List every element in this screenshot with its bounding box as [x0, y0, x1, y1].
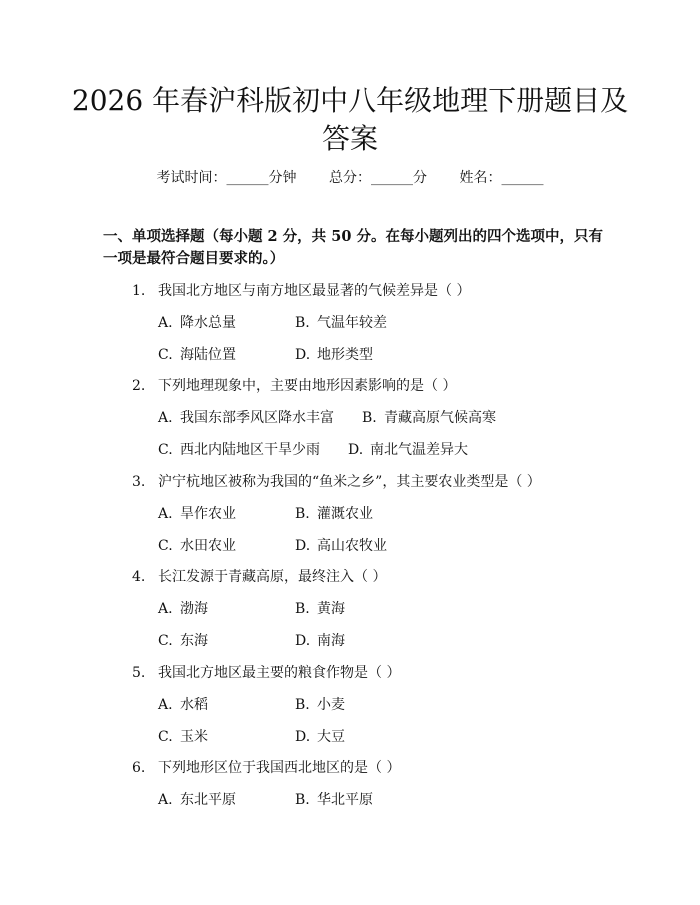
- option-1b: [295, 313, 387, 333]
- question-text: 下列地理现象中，主要由地形因素影响的是（ ）: [158, 378, 457, 394]
- option-5b: [295, 695, 345, 715]
- option-letter: C.: [158, 538, 173, 554]
- total-score-field: 总分：______分: [329, 170, 427, 186]
- option-text: 黄海: [317, 601, 345, 617]
- option-3d: [295, 536, 387, 556]
- question-2: [132, 376, 456, 396]
- option-5a: [158, 695, 208, 715]
- option-text: 灌溉农业: [317, 506, 373, 522]
- question-text: 下列地形区位于我国西北地区的是（ ）: [158, 760, 401, 776]
- option-letter: D.: [295, 729, 311, 745]
- option-text: 地形类型: [317, 347, 373, 363]
- exam-info-line: [0, 168, 700, 188]
- option-text: 东北平原: [180, 792, 236, 808]
- option-text: 旱作农业: [180, 506, 236, 522]
- option-5c: [158, 727, 208, 747]
- option-letter: B.: [295, 697, 310, 713]
- option-letter: C.: [158, 347, 173, 363]
- option-letter: D.: [295, 538, 311, 554]
- student-name-field: 姓名：______: [459, 170, 544, 186]
- option-2a: [158, 408, 334, 428]
- option-text: 南海: [317, 633, 345, 649]
- option-letter: B.: [295, 315, 310, 331]
- option-text: 青藏高原气候高寒: [384, 410, 496, 426]
- option-letter: B.: [295, 601, 310, 617]
- option-4b: [295, 599, 345, 619]
- question-text: 沪宁杭地区被称为我国的“鱼米之乡”，其主要农业类型是（ ）: [158, 474, 541, 490]
- option-3a: [158, 504, 236, 524]
- exam-time-field: 考试时间：______分钟: [156, 170, 297, 186]
- option-letter: B.: [295, 506, 310, 522]
- option-text: 玉米: [180, 729, 208, 745]
- option-text: 气温年较差: [317, 315, 387, 331]
- question-text: 长江发源于青藏高原，最终注入（ ）: [158, 569, 387, 585]
- option-letter: B.: [295, 792, 310, 808]
- option-text: 我国东部季风区降水丰富: [180, 410, 334, 426]
- option-letter: A.: [158, 315, 173, 331]
- option-2d: [348, 440, 468, 460]
- page-title: 2026 年春沪科版初中八年级地理下册题目及答案: [71, 84, 629, 155]
- option-text: 渤海: [180, 601, 208, 617]
- option-letter: C.: [158, 633, 173, 649]
- option-text: 华北平原: [317, 792, 373, 808]
- option-6a: [158, 790, 236, 810]
- option-letter: A.: [158, 506, 173, 522]
- option-4a: [158, 599, 208, 619]
- option-text: 小麦: [317, 697, 345, 713]
- option-text: 西北内陆地区干旱少雨: [180, 442, 320, 458]
- question-number: 2.: [132, 378, 146, 394]
- option-text: 水田农业: [180, 538, 236, 554]
- question-number: 1.: [132, 283, 146, 299]
- option-2c: [158, 440, 320, 460]
- option-text: 水稻: [180, 697, 208, 713]
- option-1d: [295, 345, 373, 365]
- section-heading: 一、单项选择题（每小题 2 分，共 50 分。在每小题列出的四个选项中，只有一项是最符合题目要求的。）: [103, 228, 603, 267]
- option-2b: [362, 408, 496, 428]
- option-text: 东海: [180, 633, 208, 649]
- option-1c: [158, 345, 236, 365]
- option-text: 降水总量: [180, 315, 236, 331]
- option-letter: C.: [158, 442, 173, 458]
- option-text: 大豆: [317, 729, 345, 745]
- option-5d: [295, 727, 345, 747]
- option-3c: [158, 536, 236, 556]
- option-letter: B.: [362, 410, 377, 426]
- option-letter: A.: [158, 792, 173, 808]
- option-1a: [158, 313, 236, 333]
- option-text: 海陆位置: [180, 347, 236, 363]
- option-letter: A.: [158, 410, 173, 426]
- question-number: 4.: [132, 569, 146, 585]
- option-4d: [295, 631, 345, 651]
- question-1: [132, 281, 470, 301]
- option-letter: A.: [158, 601, 173, 617]
- option-letter: D.: [295, 347, 311, 363]
- option-text: 高山农牧业: [317, 538, 387, 554]
- option-3b: [295, 504, 373, 524]
- question-5: [132, 663, 400, 683]
- question-text: 我国北方地区与南方地区最显著的气候差异是（ ）: [158, 283, 471, 299]
- question-3: [132, 472, 541, 492]
- question-text: 我国北方地区最主要的粮食作物是（ ）: [158, 665, 401, 681]
- option-letter: A.: [158, 697, 173, 713]
- question-number: 6.: [132, 760, 146, 776]
- option-6b: [295, 790, 373, 810]
- option-4c: [158, 631, 208, 651]
- option-letter: C.: [158, 729, 173, 745]
- option-letter: D.: [295, 633, 311, 649]
- option-letter: D.: [348, 442, 364, 458]
- option-text: 南北气温差异大: [370, 442, 468, 458]
- question-4: [132, 567, 386, 587]
- question-number: 5.: [132, 665, 146, 681]
- question-6: [132, 758, 400, 778]
- question-number: 3.: [132, 474, 146, 490]
